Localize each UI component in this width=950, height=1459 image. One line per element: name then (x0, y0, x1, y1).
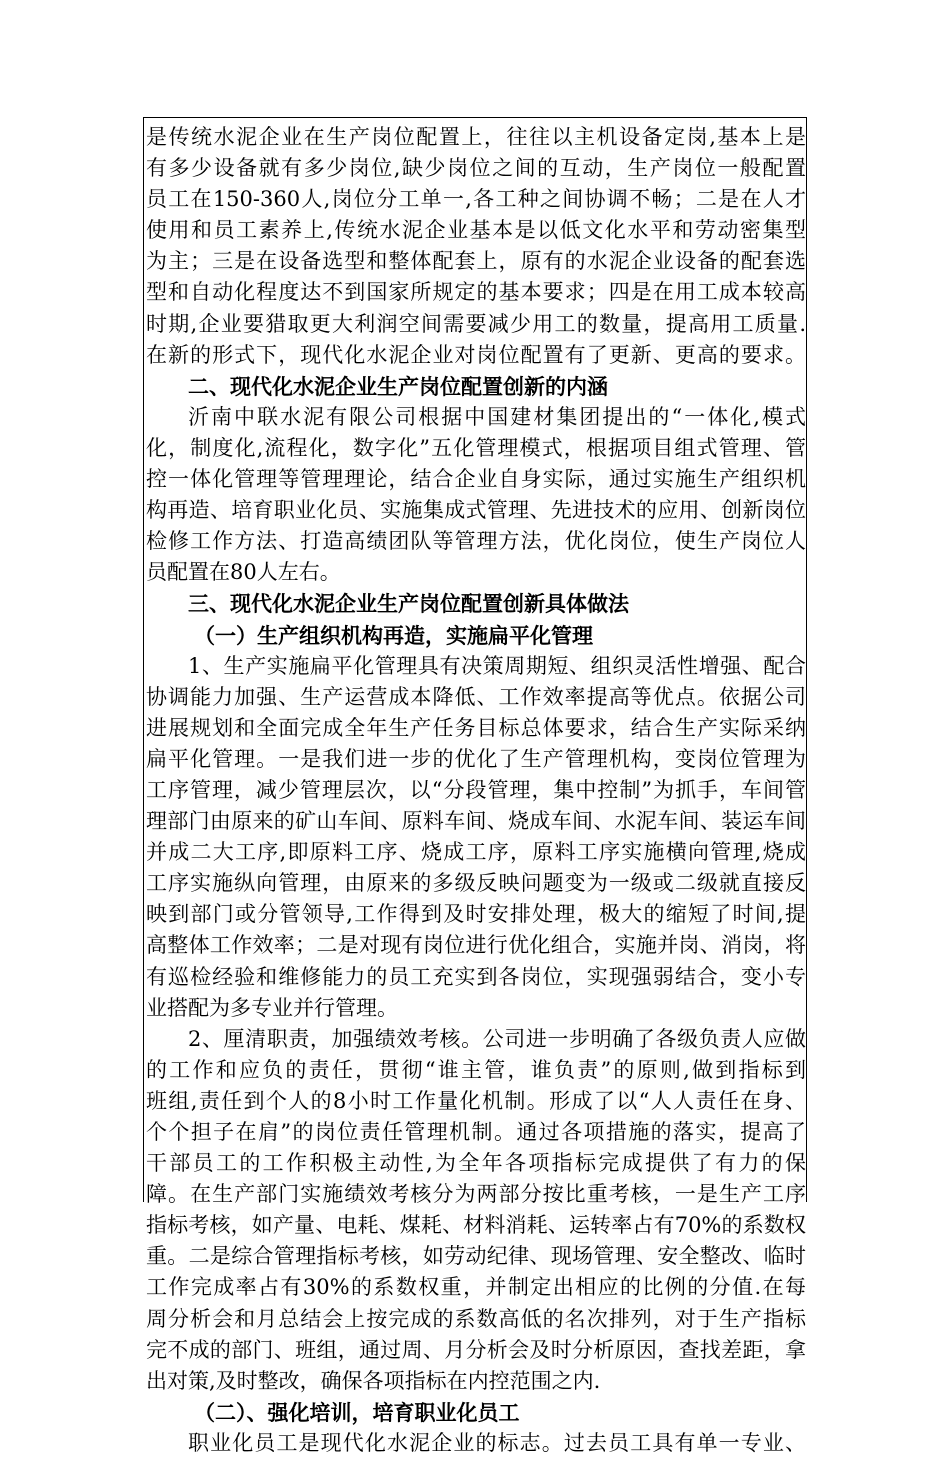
section-heading-3: 三、现代化水泥企业生产岗位配置创新具体做法 (188, 591, 629, 617)
section-heading-2: 二、现代化水泥企业生产岗位配置创新的内涵 (188, 373, 608, 399)
text-line: 构再造、培育职业化员、实施集成式管理、先进技术的应用、创新岗位 (146, 498, 806, 523)
text-line: 控一体化管理等管理理论，结合企业自身实际，通过实施生产组织机 (146, 467, 806, 492)
text-line: 指标考核，如产量、电耗、煤耗、材料消耗、运转率占有70%的系数权 (146, 1213, 806, 1238)
text-line: 在新的形式下，现代化水泥企业对岗位配置有了更新、更高的要求。 (146, 342, 806, 367)
text-line: 并成二大工序,即原料工序、烧成工序，原料工序实施横向管理,烧成 (146, 840, 806, 865)
paragraph-continued (146, 122, 806, 371)
text-line: 完不成的部门、班组，通过周、月分析会及时分析原因，查找差距，拿 (146, 1337, 806, 1362)
text-line: 高整体工作效率；二是对现有岗位进行优化组合，实施并岗、消岗，将 (146, 933, 806, 958)
paragraph-training (146, 1428, 806, 1459)
paragraph-connotation (146, 402, 806, 589)
text-line: 型和自动化程度达不到国家所规定的基本要求；四是在用工成本较高 (146, 280, 806, 305)
subsection-heading-2: （二）、强化培训，培育职业化员工 (194, 1399, 520, 1425)
text-line: 周分析会和月总结会上按完成的系数高低的名次排列，对于生产指标 (146, 1306, 806, 1331)
text-line: 出对策,及时整改，确保各项指标在内控范围之内. (146, 1368, 601, 1393)
text-line: 2、厘清职责，加强绩效考核。公司进一步明确了各级负责人应做 (188, 1026, 806, 1051)
text-line: 班组,责任到个人的8小时工作量化机制。形成了以“人人责任在身、 (146, 1088, 806, 1113)
text-line: 扁平化管理。一是我们进一步的优化了生产管理机构，变岗位管理为 (146, 746, 806, 771)
text-line: 使用和员工素养上,传统水泥企业基本是以低文化水平和劳动密集型 (146, 218, 806, 243)
text-line: 为主；三是在设备选型和整体配套上，原有的水泥企业设备的配套选 (146, 249, 806, 274)
text-line: 干部员工的工作积极主动性,为全年各项指标完成提供了有力的保 (146, 1151, 806, 1176)
text-line: 重。二是综合管理指标考核，如劳动纪律、现场管理、安全整改、临时 (146, 1244, 806, 1269)
text-line: 工序实施纵向管理，由原来的多级反映问题变为一级或二级就直接反 (146, 871, 806, 896)
text-line: 有巡检经验和维修能力的员工充实到各岗位，实现强弱结合，变小专 (146, 964, 806, 989)
paragraph-flat-management (146, 651, 806, 1024)
text-line: 1、生产实施扁平化管理具有决策周期短、组织灵活性增强、配合 (188, 653, 806, 678)
text-line: 进展规划和全面完成全年生产任务目标总体要求，结合生产实际采纳 (146, 715, 806, 740)
text-line: 协调能力加强、生产运营成本降低、工作效率提高等优点。依据公司 (146, 684, 806, 709)
text-line: 检修工作方法、打造高绩团队等管理方法，优化岗位，使生产岗位人 (146, 529, 806, 554)
document-body (146, 122, 806, 1459)
text-line: 员工在150-360人,岗位分工单一,各工种之间协调不畅；二是在人才 (146, 187, 806, 212)
text-line: 化，制度化,流程化，数字化”五化管理模式，根据项目组式管理、管 (146, 435, 806, 460)
text-line: 员配置在80人左右。 (146, 560, 341, 585)
text-line: 业搭配为多专业并行管理。 (146, 995, 398, 1020)
text-line: 工序管理，减少管理层次，以“分段管理，集中控制”为抓手，车间管 (146, 777, 806, 802)
text-line: 工作完成率占有30%的系数权重，并制定出相应的比例的分值.在每 (146, 1275, 806, 1300)
text-line: 映到部门或分管领导,工作得到及时安排处理，极大的缩短了时间,提 (146, 902, 806, 927)
text-line: 的工作和应负的责任，贯彻“谁主管，谁负责”的原则,做到指标到 (146, 1057, 806, 1082)
text-line: 个个担子在肩”的岗位责任管理机制。通过各项措施的落实，提高了 (146, 1120, 806, 1144)
text-line: 理部门由原来的矿山车间、原料车间、烧成车间、水泥车间、装运车间 (146, 809, 806, 834)
text-line: 沂南中联水泥有限公司根据中国建材集团提出的“一体化,模式 (188, 404, 806, 429)
text-line: 时期,企业要猎取更大利润空间需要减少用工的数量，提高用工质量. (146, 311, 806, 336)
text-line: 是传统水泥企业在生产岗位配置上，往往以主机设备定岗,基本上是 (146, 125, 806, 149)
paragraph-performance (146, 1024, 806, 1397)
subsection-heading-1: （一）生产组织机构再造，实施扁平化管理 (194, 622, 593, 648)
text-line: 障。在生产部门实施绩效考核分为两部分按比重考核，一是生产工序 (146, 1182, 806, 1207)
text-line: 有多少设备就有多少岗位,缺少岗位之间的互动，生产岗位一般配置 (146, 156, 806, 181)
text-line: 职业化员工是现代化水泥企业的标志。过去员工具有单一专业、 (188, 1430, 806, 1455)
